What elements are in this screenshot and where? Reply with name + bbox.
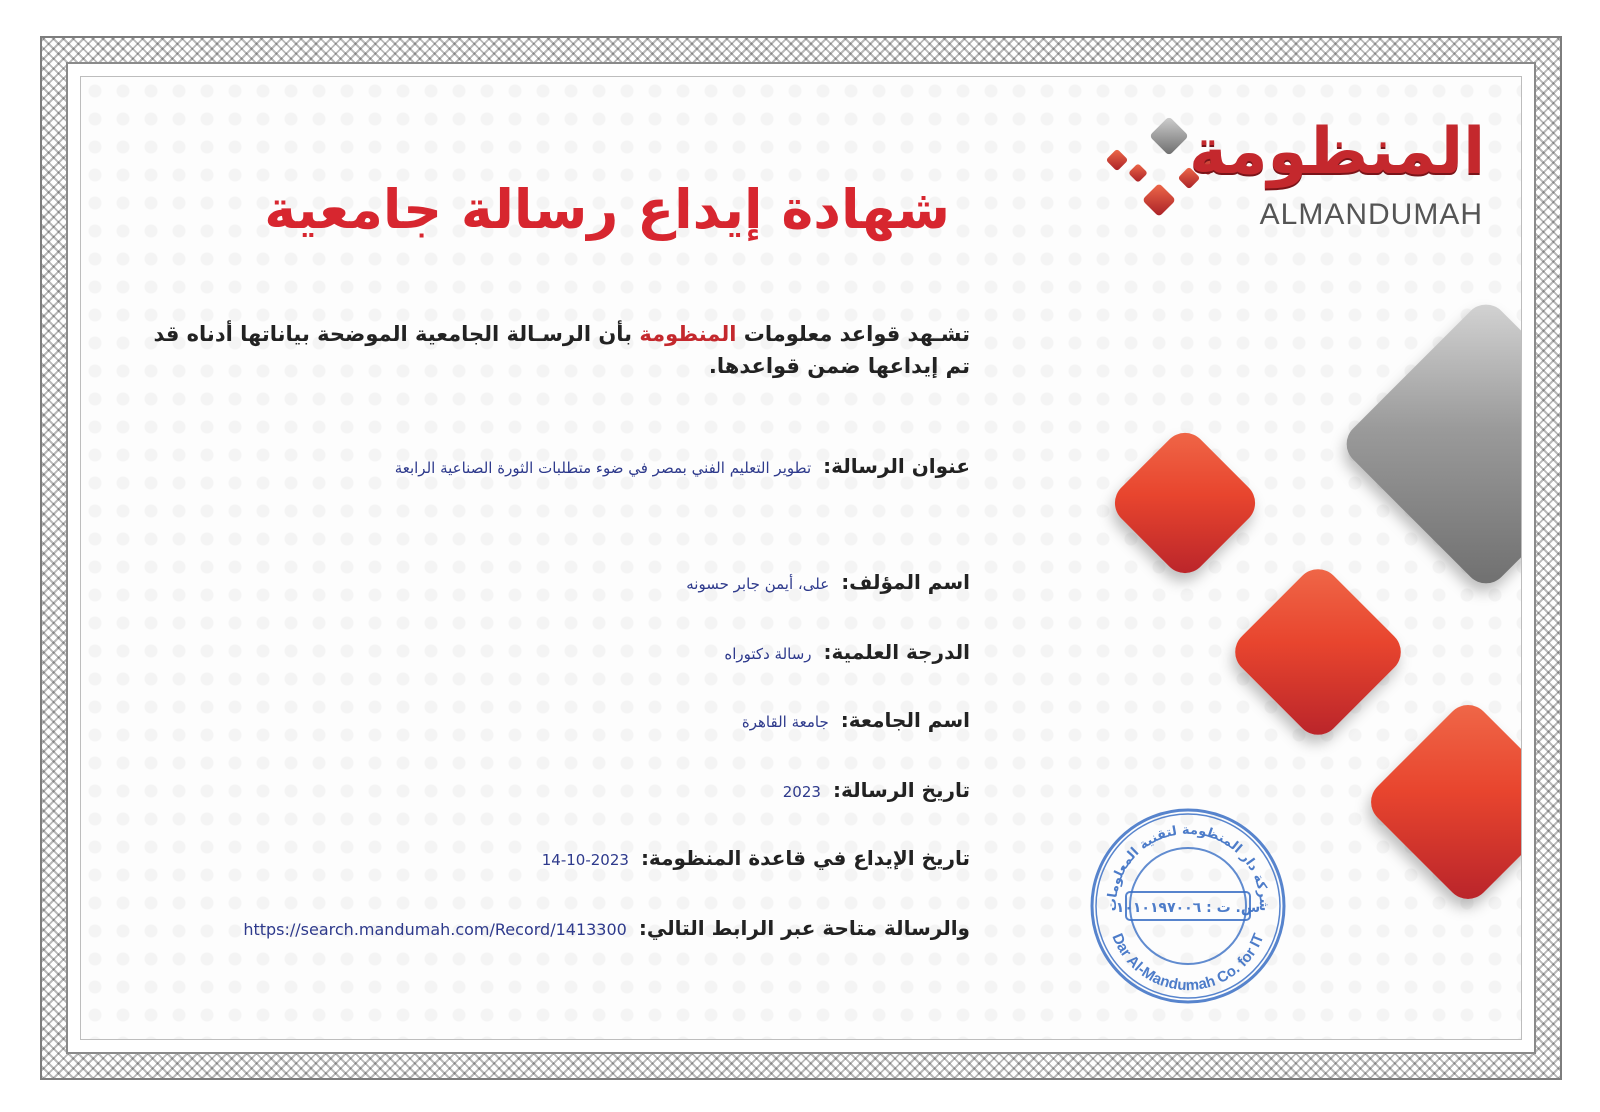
field-degree: [724, 640, 970, 664]
degree-label: الدرجة العلمية:: [823, 640, 970, 664]
field-thesis-date: [783, 778, 970, 802]
stamp-bottom-text: Dar Al-Mandumah Co. for IT: [1108, 931, 1268, 995]
certificate-title: شهادة إيداع رسالة جامعية: [264, 178, 950, 241]
stamp-top-text: شركة دار المنظومة لتقنية المعلومات: [1104, 822, 1272, 912]
thesis-date-value: 2023: [782, 783, 821, 801]
author-label: اسم المؤلف:: [841, 570, 970, 594]
field-link: [243, 916, 970, 940]
stamp-center-text: س. ت : ١٠١٠١٩٧٠٠٦: [1115, 900, 1261, 916]
company-stamp: [1088, 806, 1288, 1006]
deposit-date-value: 14-10-2023: [541, 851, 629, 869]
decorative-red-diamond: [1226, 560, 1410, 744]
university-value: جامعة القاهرة: [741, 713, 829, 731]
decorative-red-diamond: [1106, 424, 1264, 582]
logo-english-text: ALMANDUMAH: [1259, 198, 1483, 231]
university-label: اسم الجامعة:: [840, 708, 970, 732]
thesis-date-label: تاريخ الرسالة:: [832, 778, 970, 802]
field-thesis-title: [395, 454, 970, 478]
certificate-intro: [150, 318, 970, 382]
intro-text-end: بأن الرسـالة الجامعية الموضحة بياناتها أدناه قد تم إيداعها ضمن قواعدها.: [153, 322, 970, 378]
degree-value: رسالة دكتوراه: [724, 645, 812, 663]
link-label: والرسالة متاحة عبر الرابط التالي:: [638, 916, 970, 940]
author-value: على، أيمن جابر حسونه: [686, 575, 830, 593]
field-deposit-date: [542, 846, 970, 870]
intro-text-start: تشـهد قواعد معلومات: [743, 322, 970, 346]
thesis-title-value: تطوير التعليم الفني بمصر في ضوء متطلبات الثورة الصناعية الرابعة: [394, 459, 812, 477]
deposit-date-label: تاريخ الإيداع في قاعدة المنظومة:: [640, 846, 970, 870]
field-author: [686, 570, 970, 594]
intro-brand-name: المنظومة: [639, 322, 737, 346]
record-link[interactable]: https://search.mandumah.com/Record/1413300: [243, 920, 627, 939]
field-university: [742, 708, 970, 732]
decorative-gray-diamond: [1338, 296, 1522, 593]
decorative-red-diamond: [1362, 696, 1522, 908]
almandumah-logo: [1095, 116, 1485, 236]
thesis-title-label: عنوان الرسالة:: [823, 454, 970, 478]
logo-arabic-text: المنظومة: [1189, 115, 1485, 189]
